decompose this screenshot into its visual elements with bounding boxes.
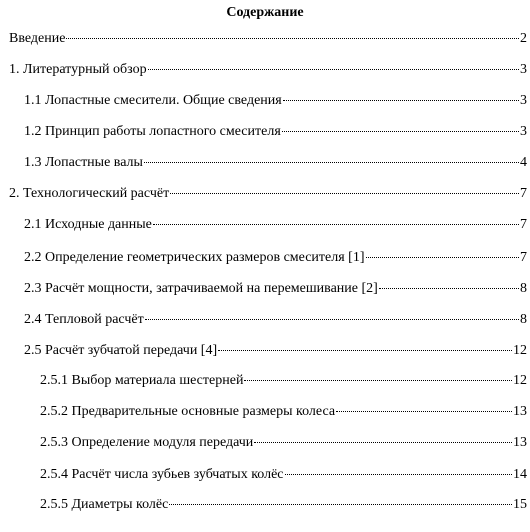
toc-dot-leader bbox=[244, 380, 512, 381]
toc-title: Содержание bbox=[226, 5, 304, 20]
toc-dot-leader bbox=[169, 504, 512, 505]
toc-entry-text: 1.1 Лопастные смесители. Общие сведения bbox=[24, 93, 282, 108]
toc-page-number: 13 bbox=[513, 435, 527, 450]
toc-dot-leader bbox=[379, 288, 519, 289]
toc-entry[interactable] bbox=[24, 216, 527, 234]
toc-entry-text: 2. Технологический расчёт bbox=[9, 186, 170, 201]
toc-entry-text: 2.3 Расчёт мощности, затрачиваемой на перемешивание [2] bbox=[24, 281, 378, 296]
toc-page-number: 8 bbox=[520, 281, 527, 296]
toc-dot-leader bbox=[148, 69, 519, 70]
toc-entry[interactable] bbox=[24, 154, 527, 172]
toc-dot-leader bbox=[66, 38, 519, 39]
toc-entry[interactable] bbox=[24, 92, 527, 110]
toc-dot-leader bbox=[153, 224, 519, 225]
toc-dot-leader bbox=[283, 100, 519, 101]
toc-dot-leader bbox=[336, 411, 512, 412]
toc-entry-text: 2.2 Определение геометрических размеров смесителя [1] bbox=[24, 250, 365, 265]
toc-page-number: 12 bbox=[513, 343, 527, 358]
toc-entry[interactable] bbox=[40, 403, 527, 421]
toc-entry-text: 2.5.1 Выбор материала шестерней bbox=[40, 373, 244, 388]
toc-entry[interactable] bbox=[40, 496, 527, 514]
toc-page-number: 3 bbox=[520, 62, 527, 77]
toc-page-number: 2 bbox=[520, 31, 527, 46]
toc-entry[interactable] bbox=[9, 61, 527, 79]
toc-entry-text: 1. Литературный обзор bbox=[9, 62, 147, 77]
toc-entry-text: 1.2 Принцип работы лопастного смесителя bbox=[24, 124, 281, 139]
toc-entry[interactable] bbox=[40, 466, 527, 484]
toc-entry[interactable] bbox=[9, 30, 527, 48]
toc-entry[interactable] bbox=[40, 434, 527, 452]
toc-entry-text: 2.5.4 Расчёт числа зубьев зубчатых колёс bbox=[40, 467, 284, 482]
toc-dot-leader bbox=[282, 131, 519, 132]
toc-page-number: 3 bbox=[520, 93, 527, 108]
toc-entry[interactable] bbox=[24, 342, 527, 360]
toc-dot-leader bbox=[218, 350, 512, 351]
toc-page-number: 13 bbox=[513, 404, 527, 419]
toc-page-number: 14 bbox=[513, 467, 527, 482]
toc-dot-leader bbox=[366, 257, 520, 258]
toc-entry-text: 2.5.5 Диаметры колёс bbox=[40, 497, 169, 512]
toc-page-number: 15 bbox=[513, 497, 527, 512]
toc-entry-text: Введение bbox=[9, 31, 66, 46]
toc-entry[interactable] bbox=[9, 185, 527, 203]
toc-page-number: 12 bbox=[513, 373, 527, 388]
toc-dot-leader bbox=[170, 193, 519, 194]
toc-entry-text: 2.5.3 Определение модуля передачи bbox=[40, 435, 254, 450]
toc-entry-text: 2.5 Расчёт зубчатой передачи [4] bbox=[24, 343, 218, 358]
toc-page-number: 7 bbox=[520, 250, 527, 265]
toc-entry[interactable] bbox=[24, 249, 527, 267]
toc-entry-text: 2.1 Исходные данные bbox=[24, 217, 152, 232]
toc-dot-leader bbox=[144, 162, 519, 163]
toc-dot-leader bbox=[254, 442, 512, 443]
toc-entry[interactable] bbox=[24, 311, 527, 329]
toc-entry-text: 1.3 Лопастные валы bbox=[24, 155, 143, 170]
toc-page-number: 8 bbox=[520, 312, 527, 327]
toc-entry[interactable] bbox=[24, 280, 527, 298]
toc-page-number: 4 bbox=[520, 155, 527, 170]
toc-page-number: 7 bbox=[520, 217, 527, 232]
toc-page-number: 3 bbox=[520, 124, 527, 139]
toc-entry[interactable] bbox=[24, 123, 527, 141]
toc-dot-leader bbox=[285, 474, 512, 475]
toc-entry-text: 2.5.2 Предварительные основные размеры колеса bbox=[40, 404, 336, 419]
toc-dot-leader bbox=[145, 319, 519, 320]
toc-page-number: 7 bbox=[520, 186, 527, 201]
toc-entry[interactable] bbox=[40, 372, 527, 390]
toc-entry-text: 2.4 Тепловой расчёт bbox=[24, 312, 144, 327]
